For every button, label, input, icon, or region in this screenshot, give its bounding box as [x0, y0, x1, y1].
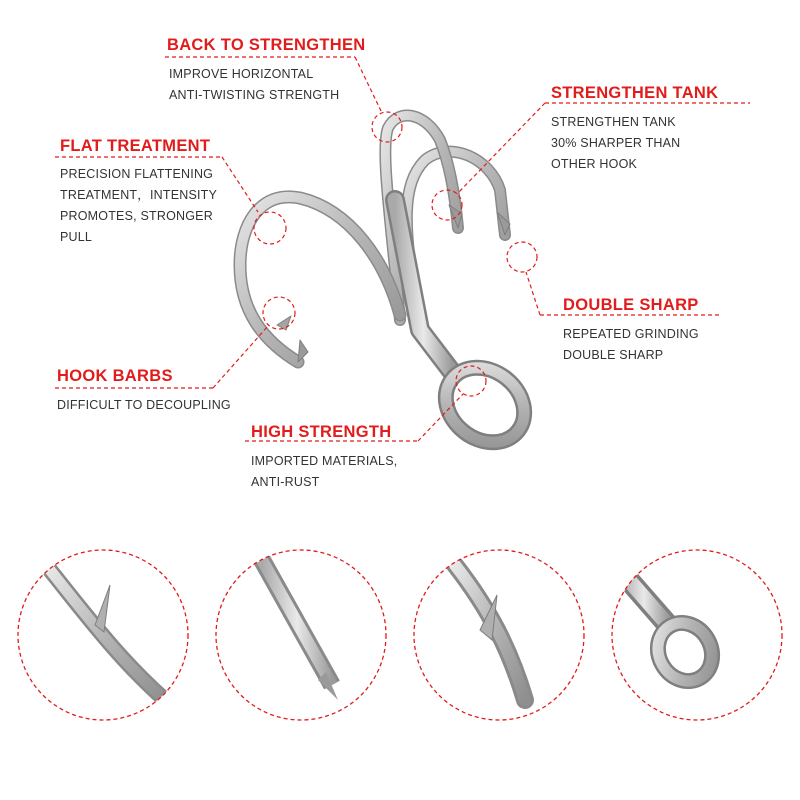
callout-line: ANTI-RUST — [251, 475, 320, 489]
callout-description — [251, 451, 397, 493]
detail-view-double-barb — [414, 550, 584, 720]
callout-title: HIGH STRENGTH — [251, 423, 392, 441]
detail-view-barb — [18, 550, 188, 720]
callout-description — [563, 324, 699, 366]
callout-line: STRENGTHEN TANK — [551, 115, 676, 129]
callout-title: FLAT TREATMENT — [60, 137, 211, 155]
callout-line: DOUBLE SHARP — [563, 348, 664, 362]
callout-line: IMPROVE HORIZONTAL — [169, 67, 314, 81]
detail-view-point — [216, 550, 386, 720]
detail-view-eye — [612, 550, 782, 720]
callout-title: BACK TO STRENGTHEN — [167, 36, 366, 54]
callout-title: HOOK BARBS — [57, 367, 173, 385]
callout-line: IMPORTED MATERIALS, — [251, 454, 398, 468]
callout-description — [169, 64, 339, 106]
callout-description — [57, 395, 231, 416]
callout-line: ANTI-TWISTING STRENGTH — [169, 88, 340, 102]
callout-title: STRENGTHEN TANK — [551, 84, 719, 102]
callout-line: PULL — [60, 230, 93, 244]
callout-line: 30% SHARPER THAN — [551, 136, 681, 150]
callout-line: OTHER HOOK — [551, 157, 638, 171]
callout-line: REPEATED GRINDING — [563, 327, 699, 341]
callout-line: DIFFICULT TO DECOUPLING — [57, 398, 231, 412]
callout-title: DOUBLE SHARP — [563, 296, 699, 314]
treble-hook-icon — [240, 116, 539, 458]
callout-description — [551, 112, 680, 175]
callout-line: TREATMENT，INTENSITY — [60, 188, 218, 202]
callout-line: PROMOTES, STRONGER — [60, 209, 213, 223]
callout-line: PRECISION FLATTENING — [60, 167, 214, 181]
callout-description — [60, 164, 217, 248]
